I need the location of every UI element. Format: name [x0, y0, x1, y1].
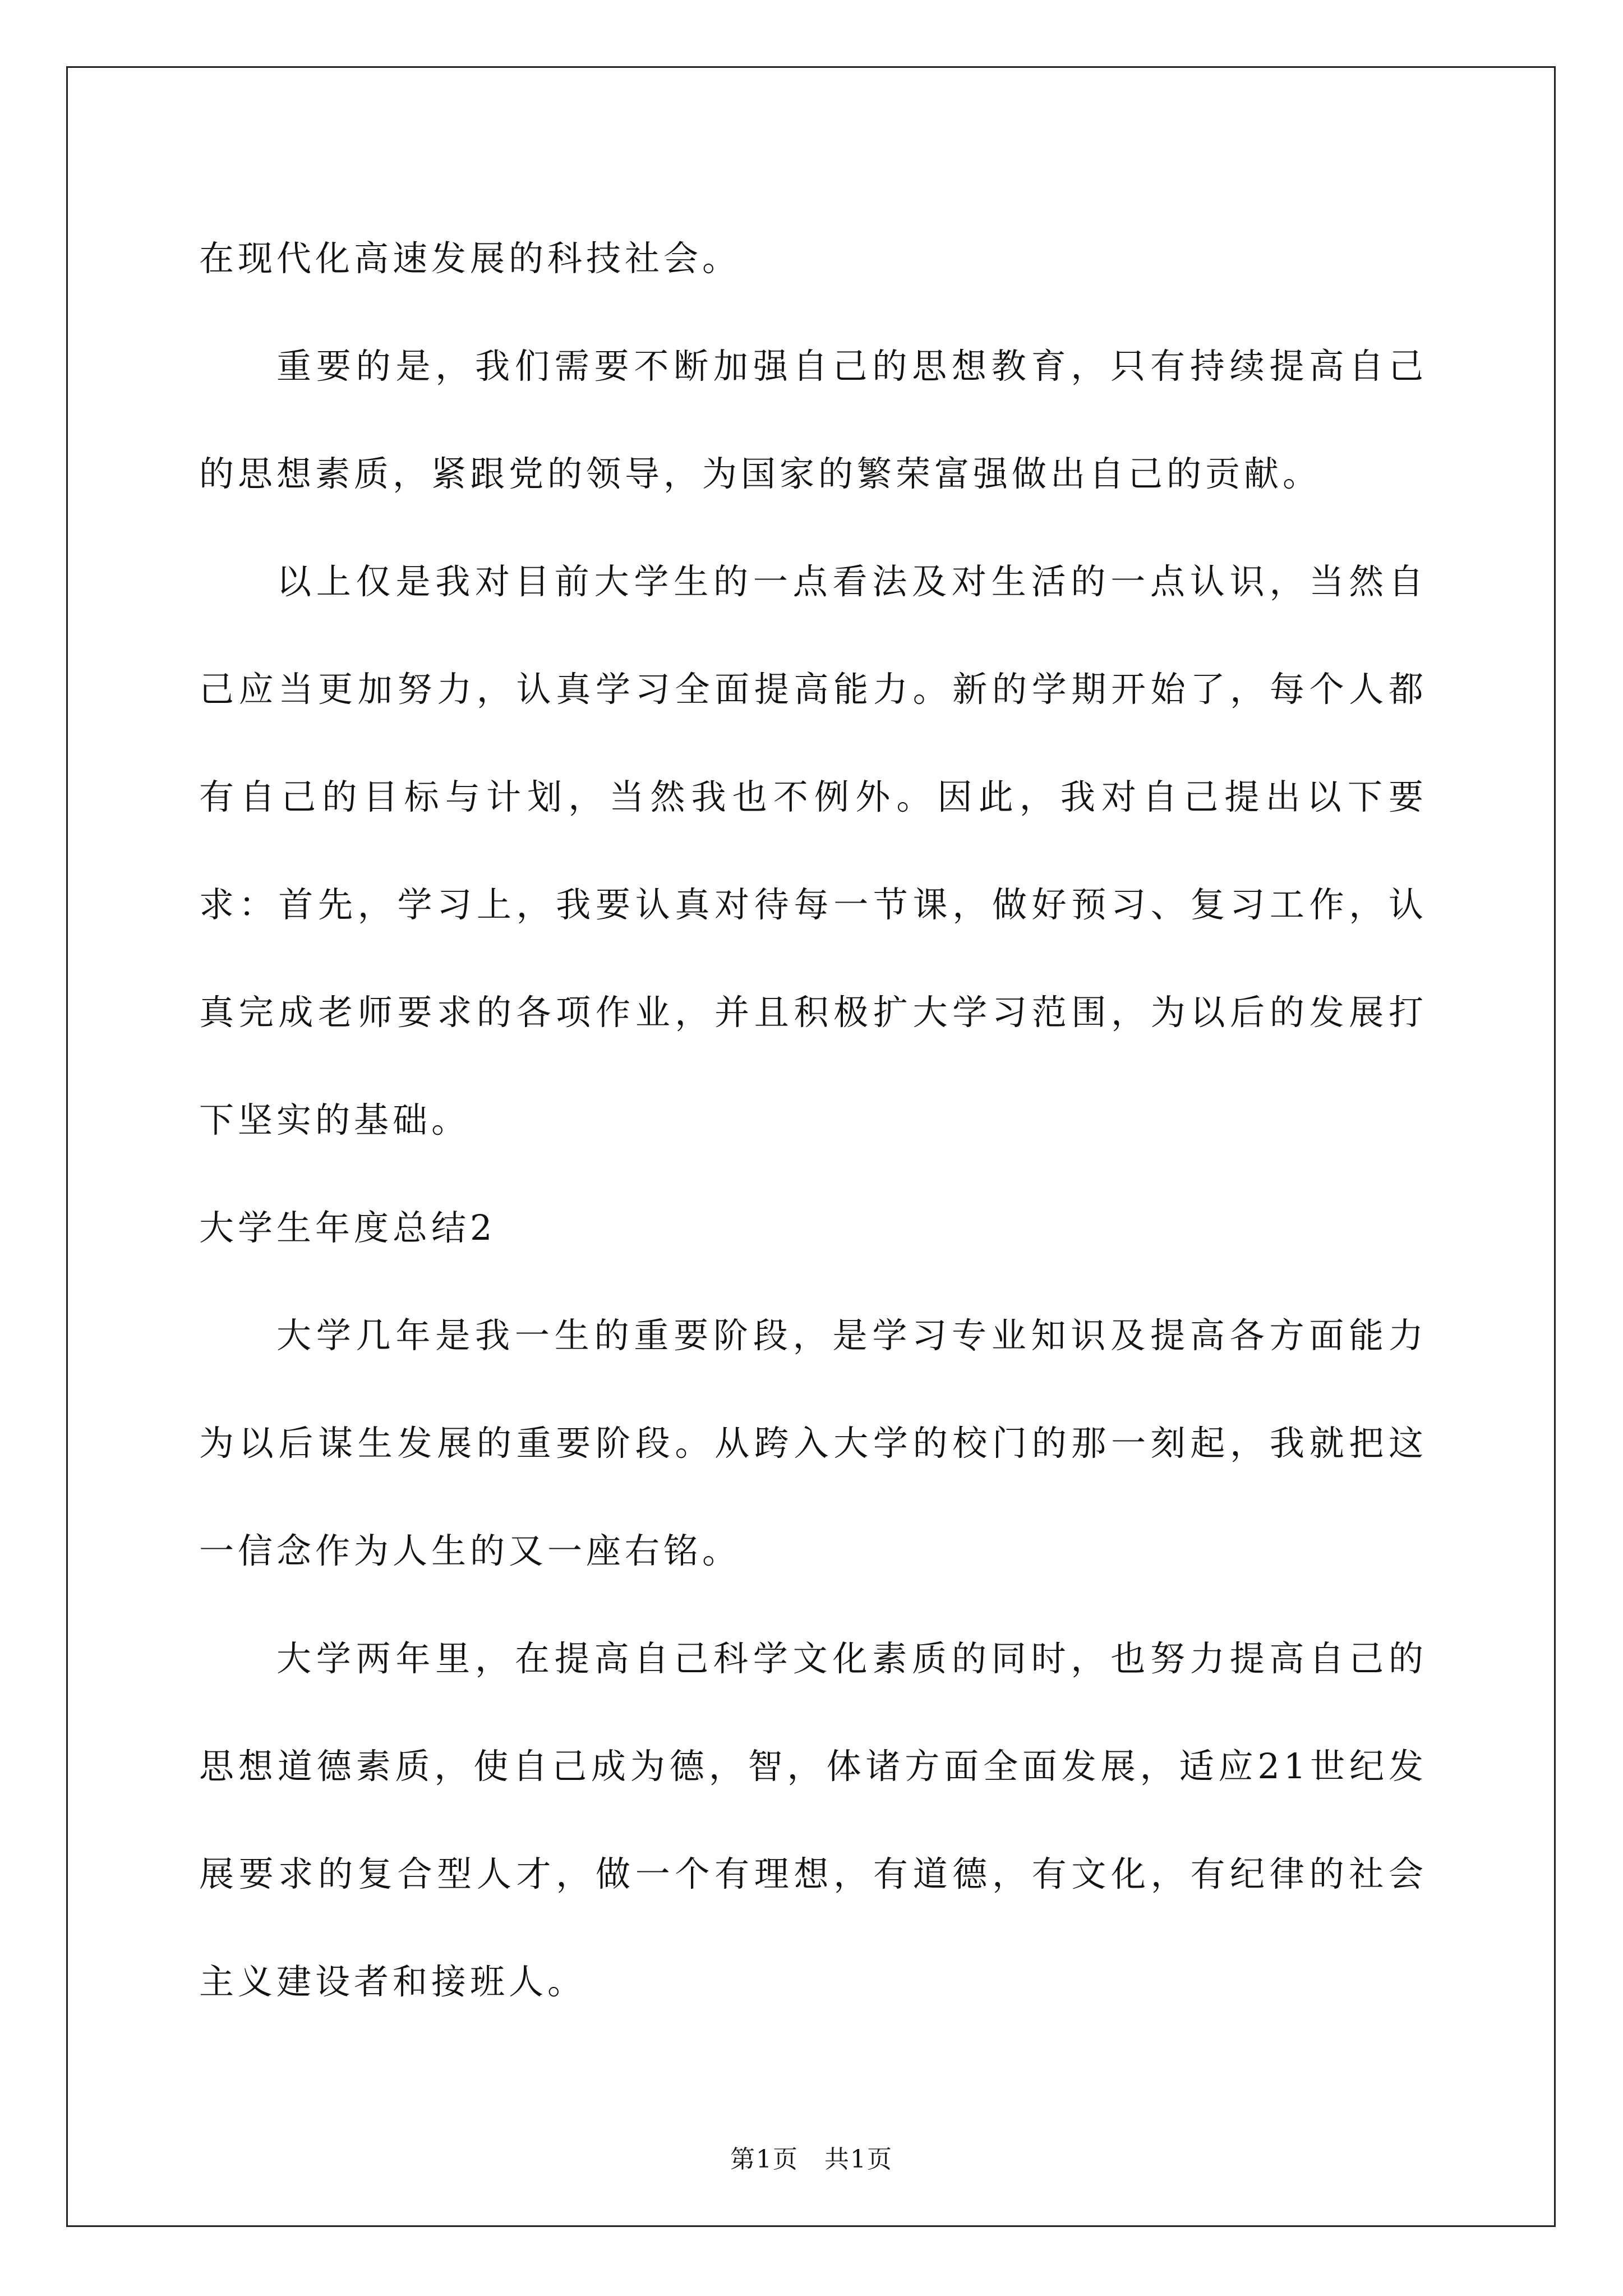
paragraph-3: 以上仅是我对目前大学生的一点看法及对生活的一点认识，当然自己应当更加努力，认真学习全面提高能力。新的学期开始了，每个人都有自己的目标与计划，当然我也不例外。因此，我对自己提出以下要求：首先，学习上，我要认真对待每一节课，做好预习、复习工作，认真完成老师要求的各项作业，并且积极扩大学习范围，为以后的发展打下坚实的基础。	[199, 561, 1427, 1140]
page-number-footer: 第1页 共1页	[730, 2145, 893, 2174]
document-body	[199, 205, 1427, 2036]
paragraph-5: 大学两年里，在提高自己科学文化素质的同时，也努力提高自己的思想道德素质，使自己成为德，智，体诸方面全面发展，适应21世纪发展要求的复合型人才，做一个有理想，有道德，有文化，有纪律的社会主义建设者和接班人。	[199, 1638, 1427, 2002]
paragraph-4: 大学几年是我一生的重要阶段，是学习专业知识及提高各方面能力为以后谋生发展的重要阶段。从跨入大学的校门的那一刻起，我就把这一信念作为人生的又一座右铭。	[199, 1315, 1427, 1571]
paragraph-1: 在现代化高速发展的科技社会。	[199, 238, 741, 279]
section-heading: 大学生年度总结2	[199, 1207, 496, 1248]
paragraph-2: 重要的是，我们需要不断加强自己的思想教育，只有持续提高自己的思想素质，紧跟党的领导，为国家的繁荣富强做出自己的贡献。	[199, 346, 1427, 494]
